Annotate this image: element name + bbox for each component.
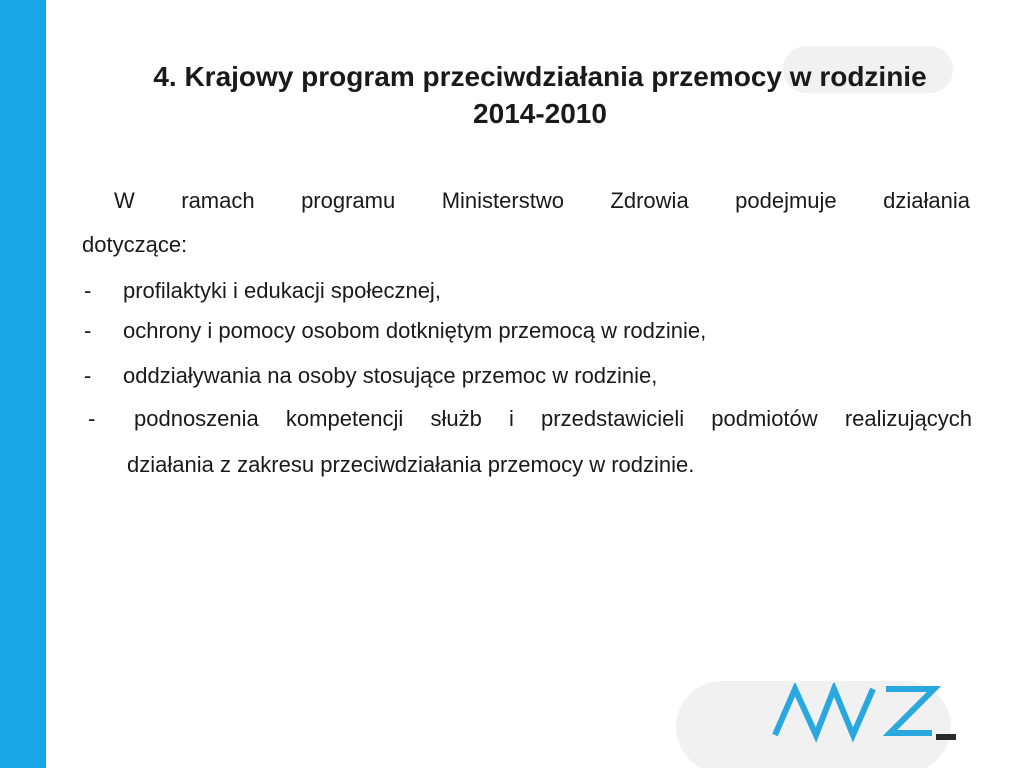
logo-m-stroke [775, 689, 873, 735]
list-item-text: podnoszenia kompetencji służb i przedstawicieli podmiotów realizujących [134, 406, 972, 431]
bullet-dash: - [84, 278, 92, 303]
list-item-text: oddziaływania na osoby stosujące przemoc w rodzinie, [123, 363, 658, 388]
logo-z-stroke [886, 689, 934, 733]
list-item [84, 316, 984, 346]
accent-sidebar-bar [0, 0, 46, 768]
list-item-text: ochrony i pomocy osobom dotkniętym przemocą w rodzinie, [123, 318, 707, 343]
bullet-dash: - [84, 363, 92, 388]
mz-logo-icon [772, 683, 962, 743]
list-item [88, 404, 978, 484]
intro-text-continuation: dotyczące: [82, 232, 188, 257]
logo-underscore [936, 734, 956, 740]
intro-text: W ramach programu Ministerstwo Zdrowia podejmuje działania [114, 188, 970, 213]
list-item [84, 276, 984, 306]
bullet-dash: - [84, 318, 92, 343]
slide-title: 4. Krajowy program przeciwdziałania przemocy w rodzinie 2014-2010 [153, 61, 927, 129]
list-item-text: profilaktyki i edukacji społecznej, [123, 278, 441, 303]
list-item-text-continuation: działania z zakresu przeciwdziałania przemocy w rodzinie. [127, 452, 695, 477]
list-item [84, 361, 984, 391]
bullet-dash: - [88, 406, 96, 431]
